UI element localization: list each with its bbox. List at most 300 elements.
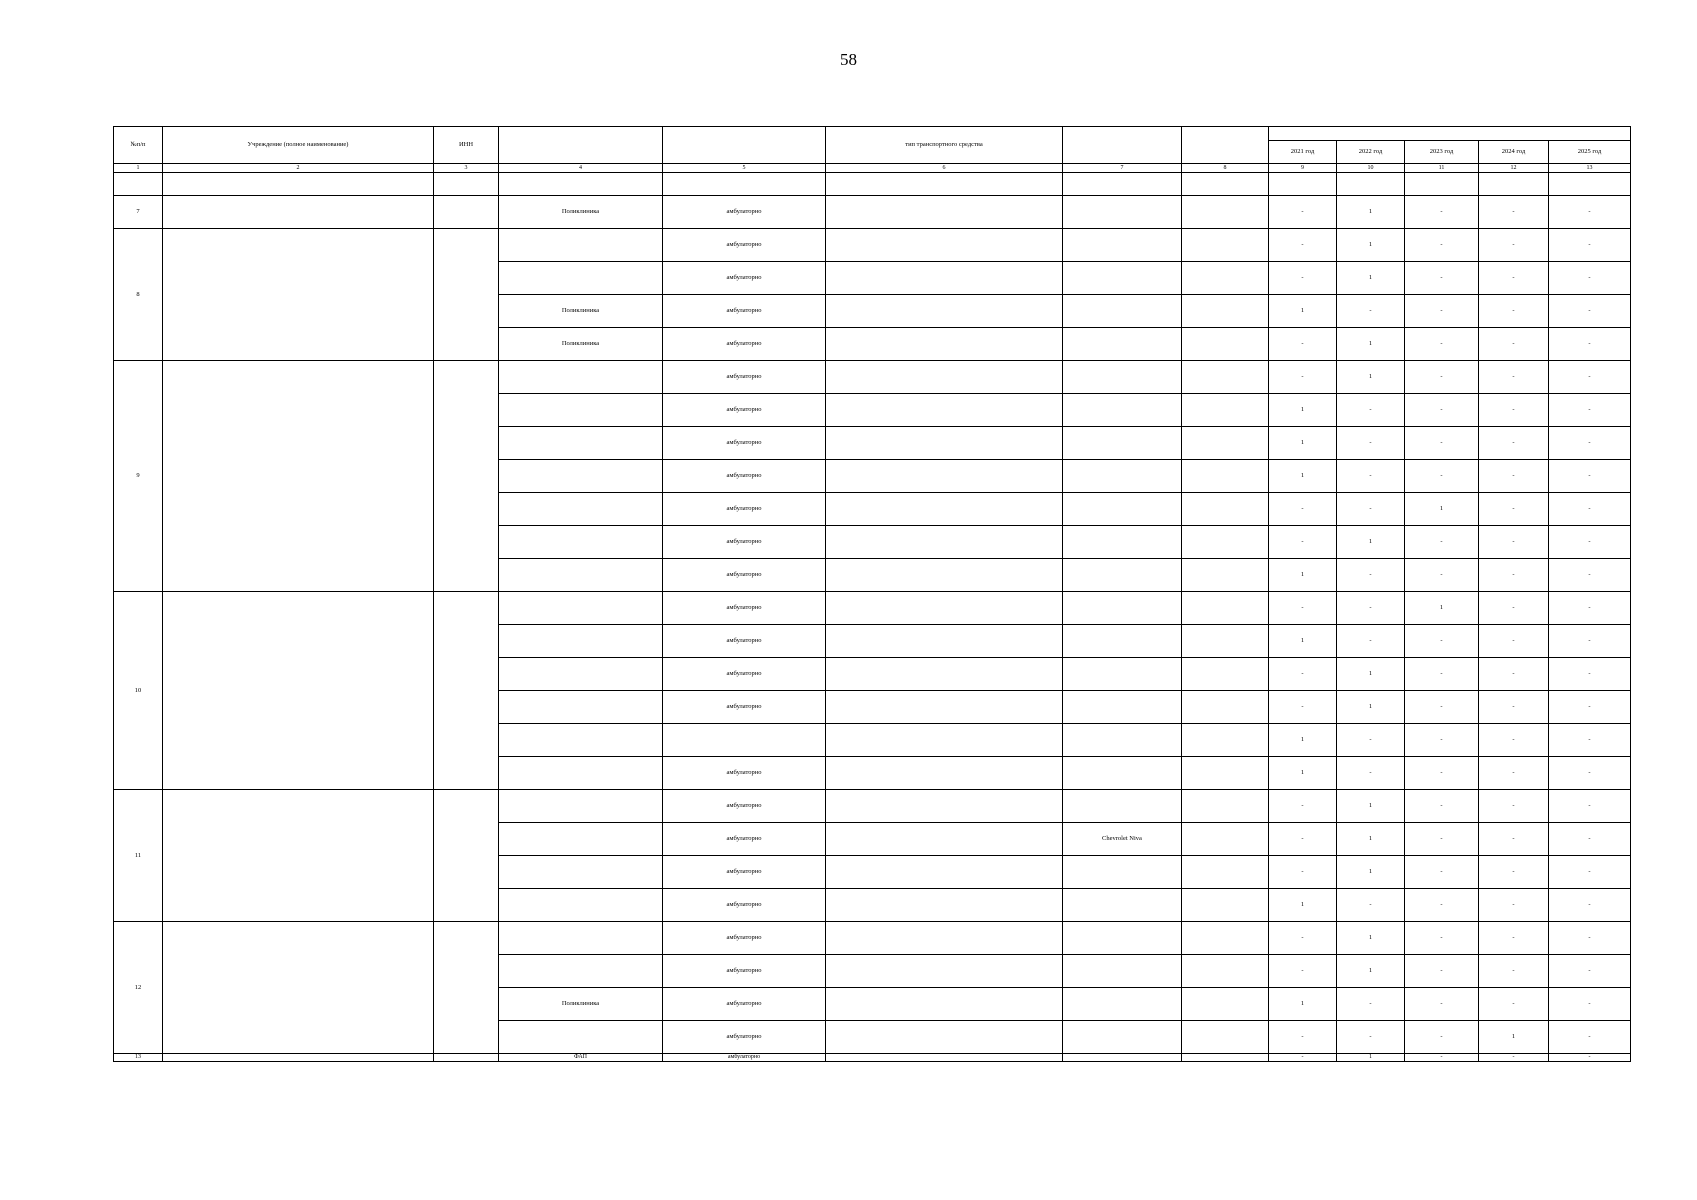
- vehicle-description: [826, 724, 1063, 757]
- vehicle-description: [826, 757, 1063, 790]
- column-number: 10: [1337, 164, 1405, 173]
- care-condition: амбулаторно: [663, 955, 826, 988]
- continuation-row: [114, 173, 1631, 196]
- column-number: 3: [434, 164, 499, 173]
- year-3-value: -: [1405, 790, 1479, 823]
- vehicle-model: [1063, 328, 1182, 361]
- care-condition: амбулаторно: [663, 460, 826, 493]
- empty-cell: [1479, 173, 1549, 196]
- subdivision-name: [499, 823, 663, 856]
- empty-cell: [163, 173, 434, 196]
- year-5-value: -: [1549, 229, 1631, 262]
- care-condition: амбулаторно: [663, 394, 826, 427]
- subdivision-name: [499, 229, 663, 262]
- row-number: 8: [114, 229, 163, 361]
- year-1-value: -: [1269, 229, 1337, 262]
- year-5-value: -: [1549, 988, 1631, 1021]
- row-number: 11: [114, 790, 163, 922]
- year-4-value: -: [1479, 328, 1549, 361]
- year-2-value: 1: [1337, 229, 1405, 262]
- release-date: [1182, 460, 1269, 493]
- subdivision-name: [499, 427, 663, 460]
- year-3-value: -: [1405, 856, 1479, 889]
- year-1-value: -: [1269, 1054, 1337, 1062]
- subdivision-name: [499, 526, 663, 559]
- table-row: [114, 229, 1631, 262]
- empty-cell: [1337, 173, 1405, 196]
- year-4-value: -: [1479, 460, 1549, 493]
- care-condition: амбулаторно: [663, 889, 826, 922]
- subdivision-name: [499, 955, 663, 988]
- row-number: 12: [114, 922, 163, 1054]
- release-date: [1182, 328, 1269, 361]
- care-condition: амбулаторно: [663, 559, 826, 592]
- vehicle-description: [826, 493, 1063, 526]
- care-condition: амбулаторно: [663, 988, 826, 1021]
- year-1-value: -: [1269, 262, 1337, 295]
- release-date: [1182, 229, 1269, 262]
- year-2-value: 1: [1337, 1054, 1405, 1062]
- year-1-value: -: [1269, 955, 1337, 988]
- institution-name: [163, 229, 434, 361]
- year-1-value: 1: [1269, 427, 1337, 460]
- year-2-value: -: [1337, 559, 1405, 592]
- year-5-value: -: [1549, 955, 1631, 988]
- header-year-1: 2021 год: [1269, 141, 1337, 164]
- care-condition: амбулаторно: [663, 229, 826, 262]
- release-date: [1182, 427, 1269, 460]
- release-date: [1182, 1054, 1269, 1062]
- year-2-value: -: [1337, 493, 1405, 526]
- column-number: 6: [826, 164, 1063, 173]
- column-number: 2: [163, 164, 434, 173]
- year-4-value: -: [1479, 625, 1549, 658]
- header-care-conditions: [663, 127, 826, 164]
- vehicle-description: [826, 691, 1063, 724]
- year-4-value: -: [1479, 361, 1549, 394]
- year-3-value: -: [1405, 229, 1479, 262]
- release-date: [1182, 394, 1269, 427]
- year-3-value: -: [1405, 889, 1479, 922]
- subdivision-name: [499, 625, 663, 658]
- subdivision-name: [499, 856, 663, 889]
- care-condition: амбулаторно: [663, 922, 826, 955]
- header-inn: ИНН: [434, 127, 499, 164]
- vehicle-model: Chevrolet Niva: [1063, 823, 1182, 856]
- release-date: [1182, 724, 1269, 757]
- release-date: [1182, 559, 1269, 592]
- year-4-value: -: [1479, 229, 1549, 262]
- vehicle-model: [1063, 196, 1182, 229]
- release-date: [1182, 1021, 1269, 1054]
- vehicle-description: [826, 262, 1063, 295]
- column-number: 12: [1479, 164, 1549, 173]
- year-3-value: 1: [1405, 592, 1479, 625]
- empty-cell: [1405, 173, 1479, 196]
- vehicle-model: [1063, 592, 1182, 625]
- year-3-value: -: [1405, 427, 1479, 460]
- vehicle-description: [826, 658, 1063, 691]
- year-3-value: -: [1405, 757, 1479, 790]
- year-2-value: 1: [1337, 790, 1405, 823]
- vehicle-description: [826, 361, 1063, 394]
- year-5-value: -: [1549, 526, 1631, 559]
- header-number: №п/п: [114, 127, 163, 164]
- vehicle-model: [1063, 757, 1182, 790]
- year-2-value: 1: [1337, 691, 1405, 724]
- year-3-value: -: [1405, 361, 1479, 394]
- vehicle-model: [1063, 658, 1182, 691]
- release-date: [1182, 361, 1269, 394]
- year-4-value: -: [1479, 1054, 1549, 1062]
- subdivision-name: [499, 790, 663, 823]
- table-row: [114, 196, 1631, 229]
- vehicle-description: [826, 922, 1063, 955]
- year-3-value: -: [1405, 823, 1479, 856]
- year-5-value: -: [1549, 790, 1631, 823]
- header-row-top: [114, 127, 1631, 141]
- inn-cell: [434, 592, 499, 790]
- year-2-value: -: [1337, 427, 1405, 460]
- care-condition: амбулаторно: [663, 427, 826, 460]
- vehicle-description: [826, 1054, 1063, 1062]
- care-condition: амбулаторно: [663, 658, 826, 691]
- year-1-value: -: [1269, 790, 1337, 823]
- year-2-value: 1: [1337, 922, 1405, 955]
- care-condition: амбулаторно: [663, 625, 826, 658]
- year-2-value: -: [1337, 460, 1405, 493]
- year-4-value: -: [1479, 988, 1549, 1021]
- year-5-value: -: [1549, 856, 1631, 889]
- year-1-value: -: [1269, 922, 1337, 955]
- continuation-description: [826, 173, 1063, 196]
- year-5-value: -: [1549, 493, 1631, 526]
- vehicle-model: [1063, 955, 1182, 988]
- table-row: [114, 592, 1631, 625]
- care-condition: амбулаторно: [663, 295, 826, 328]
- year-3-value: -: [1405, 724, 1479, 757]
- release-date: [1182, 625, 1269, 658]
- vehicle-description: [826, 229, 1063, 262]
- year-4-value: -: [1479, 394, 1549, 427]
- vehicle-model: [1063, 262, 1182, 295]
- vehicle-model: [1063, 229, 1182, 262]
- empty-cell: [499, 173, 663, 196]
- year-1-value: -: [1269, 691, 1337, 724]
- year-3-value: -: [1405, 625, 1479, 658]
- institution-name: [163, 922, 434, 1054]
- year-3-value: -: [1405, 658, 1479, 691]
- year-4-value: -: [1479, 658, 1549, 691]
- year-1-value: -: [1269, 592, 1337, 625]
- year-4-value: -: [1479, 691, 1549, 724]
- release-date: [1182, 988, 1269, 1021]
- year-3-value: -: [1405, 328, 1479, 361]
- year-2-value: -: [1337, 592, 1405, 625]
- release-date: [1182, 196, 1269, 229]
- table-row: [114, 790, 1631, 823]
- vehicle-model: [1063, 493, 1182, 526]
- year-4-value: -: [1479, 790, 1549, 823]
- year-4-value: -: [1479, 592, 1549, 625]
- year-4-value: -: [1479, 559, 1549, 592]
- row-number: 13: [114, 1054, 163, 1062]
- year-5-value: -: [1549, 1021, 1631, 1054]
- year-2-value: -: [1337, 1021, 1405, 1054]
- year-3-value: -: [1405, 526, 1479, 559]
- subdivision-name: ФАП: [499, 1054, 663, 1062]
- year-5-value: -: [1549, 592, 1631, 625]
- year-3-value: -: [1405, 262, 1479, 295]
- column-number: 8: [1182, 164, 1269, 173]
- year-4-value: -: [1479, 757, 1549, 790]
- subdivision-name: [499, 889, 663, 922]
- header-year-3: 2023 год: [1405, 141, 1479, 164]
- row-number: 10: [114, 592, 163, 790]
- year-2-value: 1: [1337, 856, 1405, 889]
- empty-cell: [434, 173, 499, 196]
- subdivision-name: [499, 460, 663, 493]
- year-2-value: 1: [1337, 955, 1405, 988]
- year-1-value: 1: [1269, 559, 1337, 592]
- year-1-value: 1: [1269, 295, 1337, 328]
- column-number: 7: [1063, 164, 1182, 173]
- release-date: [1182, 262, 1269, 295]
- vehicle-description: [826, 856, 1063, 889]
- subdivision-name: [499, 724, 663, 757]
- subdivision-name: [499, 592, 663, 625]
- year-5-value: -: [1549, 625, 1631, 658]
- vehicle-description: [826, 559, 1063, 592]
- release-date: [1182, 823, 1269, 856]
- vehicle-model: [1063, 856, 1182, 889]
- year-4-value: -: [1479, 856, 1549, 889]
- vehicle-description: [826, 823, 1063, 856]
- empty-cell: [114, 173, 163, 196]
- care-condition: амбулаторно: [663, 361, 826, 394]
- subdivision-name: [499, 658, 663, 691]
- vehicle-model: [1063, 361, 1182, 394]
- year-3-value: -: [1405, 955, 1479, 988]
- subdivision-name: Поликлиника: [499, 328, 663, 361]
- inn-cell: [434, 922, 499, 1054]
- subdivision-name: [499, 559, 663, 592]
- subdivision-name: [499, 1021, 663, 1054]
- year-1-value: -: [1269, 823, 1337, 856]
- year-4-value: -: [1479, 295, 1549, 328]
- institution-name: [163, 592, 434, 790]
- vehicle-model: [1063, 1021, 1182, 1054]
- care-condition: амбулаторно: [663, 691, 826, 724]
- year-4-value: 1: [1479, 1021, 1549, 1054]
- table-row: [114, 1054, 1631, 1062]
- inn-cell: [434, 196, 499, 229]
- release-date: [1182, 658, 1269, 691]
- year-1-value: 1: [1269, 625, 1337, 658]
- institution-name: [163, 361, 434, 592]
- subdivision-name: Поликлиника: [499, 988, 663, 1021]
- year-1-value: -: [1269, 526, 1337, 559]
- vehicle-description: [826, 625, 1063, 658]
- year-1-value: -: [1269, 493, 1337, 526]
- year-4-value: -: [1479, 823, 1549, 856]
- vehicle-description: [826, 955, 1063, 988]
- year-1-value: -: [1269, 361, 1337, 394]
- page-number: 58: [840, 50, 857, 69]
- inn-cell: [434, 229, 499, 361]
- year-4-value: -: [1479, 262, 1549, 295]
- year-5-value: -: [1549, 658, 1631, 691]
- year-4-value: -: [1479, 493, 1549, 526]
- year-2-value: 1: [1337, 262, 1405, 295]
- year-1-value: -: [1269, 856, 1337, 889]
- column-number: 11: [1405, 164, 1479, 173]
- year-2-value: 1: [1337, 328, 1405, 361]
- subdivision-name: [499, 493, 663, 526]
- empty-cell: [663, 173, 826, 196]
- vehicle-description: [826, 460, 1063, 493]
- vehicle-model: [1063, 889, 1182, 922]
- inn-cell: [434, 361, 499, 592]
- year-1-value: 1: [1269, 394, 1337, 427]
- care-condition: амбулаторно: [663, 196, 826, 229]
- vehicle-description: [826, 526, 1063, 559]
- header-year-4: 2024 год: [1479, 141, 1549, 164]
- care-condition: амбулаторно: [663, 856, 826, 889]
- vehicle-model: [1063, 625, 1182, 658]
- year-2-value: 1: [1337, 823, 1405, 856]
- care-condition: амбулаторно: [663, 262, 826, 295]
- header-make-model: [1063, 127, 1182, 164]
- care-condition: амбулаторно: [663, 592, 826, 625]
- year-4-value: -: [1479, 955, 1549, 988]
- subdivision-name: [499, 394, 663, 427]
- vehicle-description: [826, 592, 1063, 625]
- subdivision-name: Поликлиника: [499, 196, 663, 229]
- vehicle-model: [1063, 394, 1182, 427]
- year-4-value: -: [1479, 196, 1549, 229]
- header-year-5: 2025 год: [1549, 141, 1631, 164]
- subdivision-name: [499, 922, 663, 955]
- table-row: [114, 361, 1631, 394]
- year-2-value: -: [1337, 625, 1405, 658]
- vehicle-model: [1063, 691, 1182, 724]
- release-date: [1182, 295, 1269, 328]
- year-4-value: -: [1479, 922, 1549, 955]
- release-date: [1182, 592, 1269, 625]
- release-date: [1182, 526, 1269, 559]
- vehicle-model: [1063, 295, 1182, 328]
- header-vehicle-type: тип транспортного средства: [826, 127, 1063, 164]
- column-number: 5: [663, 164, 826, 173]
- year-5-value: -: [1549, 559, 1631, 592]
- column-number: 9: [1269, 164, 1337, 173]
- empty-cell: [1063, 173, 1182, 196]
- release-date: [1182, 856, 1269, 889]
- vehicle-description: [826, 295, 1063, 328]
- vehicle-description: [826, 790, 1063, 823]
- care-condition: [663, 724, 826, 757]
- year-1-value: 1: [1269, 757, 1337, 790]
- empty-cell: [1269, 173, 1337, 196]
- year-3-value: -: [1405, 691, 1479, 724]
- vehicle-model: [1063, 427, 1182, 460]
- care-condition: амбулаторно: [663, 1054, 826, 1062]
- year-5-value: -: [1549, 361, 1631, 394]
- vehicle-model: [1063, 559, 1182, 592]
- institution-name: [163, 1054, 434, 1062]
- column-number-row: [114, 164, 1631, 173]
- year-2-value: 1: [1337, 196, 1405, 229]
- year-2-value: 1: [1337, 526, 1405, 559]
- year-5-value: -: [1549, 691, 1631, 724]
- vehicle-description: [826, 889, 1063, 922]
- vehicle-model: [1063, 790, 1182, 823]
- vehicle-description: [826, 988, 1063, 1021]
- year-5-value: -: [1549, 262, 1631, 295]
- header-release-date: [1182, 127, 1269, 164]
- year-1-value: 1: [1269, 724, 1337, 757]
- year-5-value: -: [1549, 823, 1631, 856]
- year-3-value: -: [1405, 1054, 1479, 1062]
- inn-cell: [434, 790, 499, 922]
- year-3-value: -: [1405, 922, 1479, 955]
- year-4-value: -: [1479, 526, 1549, 559]
- empty-cell: [1549, 173, 1631, 196]
- subdivision-name: [499, 361, 663, 394]
- header-institution: Учреждение (полное наименование): [163, 127, 434, 164]
- header-replacement-group: [1269, 127, 1631, 141]
- care-condition: амбулаторно: [663, 823, 826, 856]
- vehicles-table: [113, 126, 1631, 1062]
- row-number: 7: [114, 196, 163, 229]
- year-1-value: -: [1269, 328, 1337, 361]
- year-5-value: -: [1549, 394, 1631, 427]
- year-4-value: -: [1479, 724, 1549, 757]
- inn-cell: [434, 1054, 499, 1062]
- column-number: 1: [114, 164, 163, 173]
- year-3-value: -: [1405, 988, 1479, 1021]
- vehicle-description: [826, 427, 1063, 460]
- year-4-value: -: [1479, 427, 1549, 460]
- column-number: 4: [499, 164, 663, 173]
- year-5-value: -: [1549, 757, 1631, 790]
- care-condition: амбулаторно: [663, 493, 826, 526]
- care-condition: амбулаторно: [663, 328, 826, 361]
- year-1-value: 1: [1269, 889, 1337, 922]
- year-2-value: -: [1337, 889, 1405, 922]
- year-5-value: -: [1549, 196, 1631, 229]
- release-date: [1182, 790, 1269, 823]
- year-3-value: -: [1405, 460, 1479, 493]
- release-date: [1182, 757, 1269, 790]
- year-3-value: -: [1405, 295, 1479, 328]
- empty-cell: [1182, 173, 1269, 196]
- year-1-value: -: [1269, 658, 1337, 691]
- subdivision-name: Поликлиника: [499, 295, 663, 328]
- year-5-value: -: [1549, 889, 1631, 922]
- release-date: [1182, 493, 1269, 526]
- vehicle-model: [1063, 988, 1182, 1021]
- vehicle-description: [826, 1021, 1063, 1054]
- subdivision-name: [499, 262, 663, 295]
- year-5-value: -: [1549, 922, 1631, 955]
- year-2-value: -: [1337, 724, 1405, 757]
- year-2-value: -: [1337, 988, 1405, 1021]
- year-5-value: -: [1549, 1054, 1631, 1062]
- vehicle-model: [1063, 460, 1182, 493]
- year-5-value: -: [1549, 427, 1631, 460]
